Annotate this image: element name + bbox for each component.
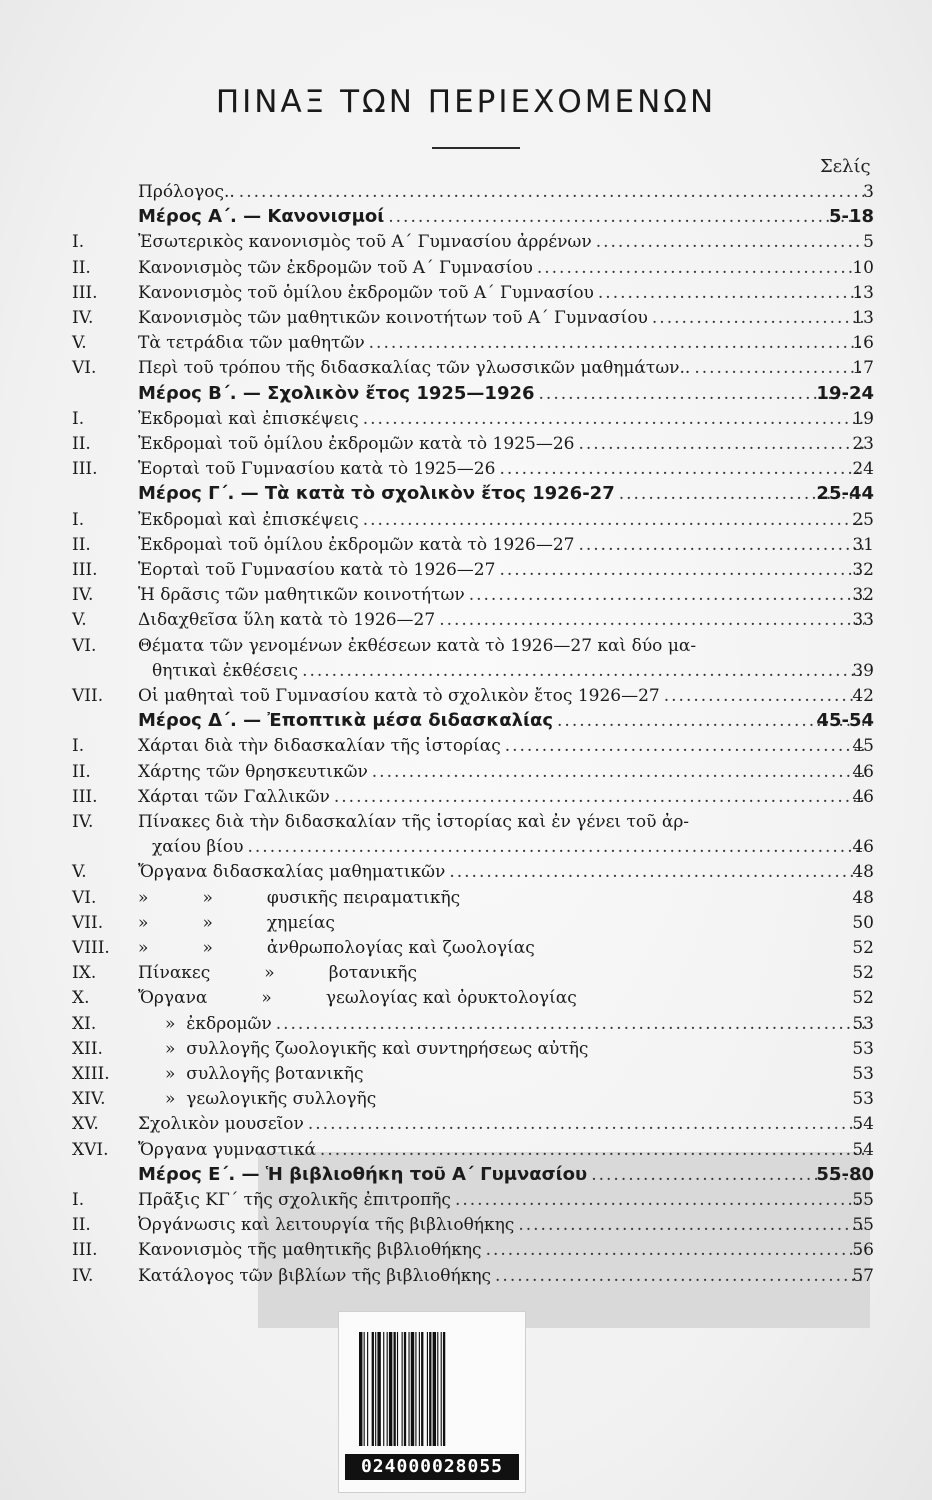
toc-entry-text-wrap [138, 356, 868, 380]
dot-leader [499, 457, 864, 481]
toc-entry-number: IV. [72, 812, 94, 832]
dot-leader [320, 1138, 864, 1162]
toc-entry-text-wrap [138, 583, 868, 607]
toc-part-heading [0, 1163, 932, 1187]
toc-entry-number: XII. [72, 1039, 103, 1059]
toc-entry-number: I. [72, 510, 85, 530]
toc-entry-text-wrap [138, 1188, 868, 1212]
toc-entry-page: 45 [852, 736, 874, 756]
toc-entry-number: I. [72, 232, 85, 252]
barcode-bar [372, 1332, 374, 1446]
toc-entry-text-wrap [138, 785, 868, 809]
toc-entry-title: Πρᾶξις ΚΓ΄ τῆς σχολικῆς ἐπιτροπῆς [138, 1190, 451, 1210]
toc-entry-text-wrap [138, 886, 868, 910]
toc-entry-title: Ἐκδρομαὶ καὶ ἐπισκέψεις [138, 409, 359, 429]
toc-entry-page: 54 [852, 1114, 874, 1134]
dot-leader [302, 659, 864, 683]
toc-entry-title: Πίνακες » βοτανικῆς [138, 963, 418, 983]
toc-entry-number: III. [72, 787, 98, 807]
barcode-bar [437, 1332, 438, 1446]
toc-entry-title: θητικαὶ ἐκθέσεις [152, 661, 299, 681]
page-column-label: Σελίς [820, 156, 871, 177]
toc-entry-number: III. [72, 560, 98, 580]
toc-entry [0, 356, 932, 380]
toc-entry-text-wrap [138, 634, 868, 658]
toc-entry-title: Πρόλογος.. [138, 182, 235, 202]
toc-entry-text-wrap [138, 1087, 868, 1111]
barcode-bar [433, 1332, 436, 1446]
toc-entry-page: 19 [852, 409, 874, 429]
toc-entry-title: Κανονισμὸς τῶν ἐκδρομῶν τοῦ Α΄ Γυμνασίου [138, 258, 533, 278]
dot-leader [455, 1188, 864, 1212]
toc-entry-page: 42 [852, 686, 874, 706]
toc-entry-page: 50 [852, 913, 874, 933]
toc-entry-page: 45-54 [816, 710, 874, 731]
toc-entry-page: 5 [863, 232, 874, 252]
barcode-bar [387, 1332, 388, 1446]
toc-entry [0, 659, 932, 683]
dot-leader [518, 1213, 864, 1237]
dot-leader [495, 1264, 864, 1288]
toc-entry-text-wrap [138, 1062, 868, 1086]
dot-leader [334, 785, 864, 809]
toc-entry-number: II. [72, 1215, 91, 1235]
toc-entry-number: IV. [72, 308, 94, 328]
toc-entry-number: III. [72, 1240, 98, 1260]
toc-entry-page: 25-44 [816, 483, 874, 504]
toc-entry [0, 1213, 932, 1237]
toc-entry-page: 46 [852, 762, 874, 782]
dot-leader [276, 1012, 864, 1036]
toc-entry-text-wrap [138, 1163, 868, 1187]
toc-entry-page: 53 [852, 1089, 874, 1109]
toc-entry [0, 634, 932, 658]
toc-entry-title: Οἱ μαθηταὶ τοῦ Γυμνασίου κατὰ τὸ σχολικὸν ἔτος 1926—27 [138, 686, 660, 706]
toc-entry-title: Ὄργανα γυμναστικά [138, 1140, 316, 1160]
toc-entry-text-wrap [138, 482, 868, 506]
toc-entry-page: 48 [852, 862, 874, 882]
toc-entry-title: » συλλογῆς ζωολογικῆς καὶ συντηρήσεως αὐτῆς [138, 1039, 589, 1059]
toc-entry-number: XVI. [72, 1140, 109, 1160]
toc-entry-page: 53 [852, 1014, 874, 1034]
toc-entry-page: 10 [852, 258, 874, 278]
toc-entry [0, 961, 932, 985]
toc-entry-page: 52 [852, 988, 874, 1008]
toc-entry-text-wrap [138, 608, 868, 632]
toc-entry-page: 13 [852, 308, 874, 328]
toc-entry-number: I. [72, 1190, 85, 1210]
dot-leader [247, 835, 864, 859]
toc-entry [0, 760, 932, 784]
toc-entry-title: Χάρται τῶν Γαλλικῶν [138, 787, 330, 807]
toc-entry-title: Χάρται διὰ τὴν διδασκαλίαν τῆς ἱστορίας [138, 736, 501, 756]
toc-entry [0, 583, 932, 607]
page-title: ΠΙΝΑΞ ΤΩΝ ΠΕΡΙΕΧΟΜΕΝΩΝ [215, 84, 717, 120]
toc-entry-number: II. [72, 258, 91, 278]
dot-leader [505, 734, 864, 758]
dot-leader [239, 180, 864, 204]
toc-entry-page: 32 [852, 560, 874, 580]
toc-entry-number: VII. [72, 686, 104, 706]
toc-entry-text-wrap [138, 860, 868, 884]
toc-entry-title: » γεωλογικῆς συλλογῆς [138, 1089, 377, 1109]
barcode-bar [402, 1332, 403, 1446]
toc-entry-page: 39 [852, 661, 874, 681]
dot-leader [469, 583, 864, 607]
toc-entry [0, 785, 932, 809]
toc-entry-title: Ἐκδρομαὶ καὶ ἐπισκέψεις [138, 510, 359, 530]
toc-entry [0, 558, 932, 582]
toc-entry [0, 911, 932, 935]
toc-entry-text-wrap [152, 835, 868, 859]
toc-entry-title: » » χημείας [138, 913, 335, 933]
toc-entry-number: II. [72, 434, 91, 454]
toc-entry-title: Πίνακες διὰ τὴν διδασκαλίαν τῆς ἱστορίας καὶ ἐν γένει τοῦ ἀρ- [138, 812, 690, 832]
toc-entry-title: » » φυσικῆς πειραματικῆς [138, 888, 461, 908]
barcode-bar [377, 1332, 380, 1446]
barcode-bar [429, 1332, 431, 1446]
toc-entry-page: 3 [863, 182, 874, 202]
barcode-bar [364, 1332, 365, 1446]
toc-entry [0, 230, 932, 254]
dot-leader [596, 230, 864, 254]
toc-entry-page: 54 [852, 1140, 874, 1160]
toc-entry-number: III. [72, 283, 98, 303]
toc-entry [0, 835, 932, 859]
toc-entry [0, 886, 932, 910]
toc-entry-text-wrap [138, 961, 868, 985]
toc-entry-number: IX. [72, 963, 97, 983]
toc-entry-text-wrap [152, 659, 868, 683]
toc-entry-text-wrap [138, 533, 868, 557]
toc-entry-page: 13 [852, 283, 874, 303]
dot-leader [499, 558, 864, 582]
toc-entry-text-wrap [138, 230, 868, 254]
toc-entry-title: Ἐσωτερικὸς κανονισμὸς τοῦ Α΄ Γυμνασίου ἀρρένων [138, 232, 592, 252]
toc-entry-number: II. [72, 762, 91, 782]
barcode-bar [397, 1332, 398, 1446]
toc-entry-title: Ἡ δρᾶσις τῶν μαθητικῶν κοινοτήτων [138, 585, 465, 605]
toc-entry-page: 24 [852, 459, 874, 479]
toc-entry-number: VI. [72, 636, 97, 656]
toc-entry-title: Τὰ τετράδια τῶν μαθητῶν [138, 333, 365, 353]
toc-entry-text-wrap [138, 911, 868, 935]
barcode-bar [375, 1332, 376, 1446]
toc-entry-text-wrap [138, 432, 868, 456]
toc-entry-page: 48 [852, 888, 874, 908]
toc-entry-title: Σχολικὸν μουσεῖον [138, 1114, 304, 1134]
barcode-bar [389, 1332, 392, 1446]
toc-entry [0, 331, 932, 355]
barcode-bar [383, 1332, 384, 1446]
toc-entry [0, 1188, 932, 1212]
toc-entry-text-wrap [138, 1037, 868, 1061]
toc-entry-title: Ὀργάνωσις καὶ λειτουργία τῆς βιβλιοθήκης [138, 1215, 515, 1235]
toc-entry-text-wrap [138, 205, 868, 229]
toc-entry-title: Κανονισμὸς τοῦ ὁμίλου ἐκδρομῶν τοῦ Α΄ Γυμνασίου [138, 283, 594, 303]
toc-entry-title: Περὶ τοῦ τρόπου τῆς διδασκαλίας τῶν γλωσσικῶν μαθημάτων.. [138, 358, 691, 378]
toc-entry-text-wrap [138, 684, 868, 708]
dot-leader [578, 533, 864, 557]
dot-leader [537, 256, 864, 280]
toc-entry-page: 5-18 [828, 206, 874, 227]
toc-entry-page: 55 [852, 1190, 874, 1210]
toc-entry-number: III. [72, 459, 98, 479]
barcode-bar [441, 1332, 442, 1446]
barcode-bar [419, 1332, 420, 1446]
toc-entry-text-wrap [138, 1012, 868, 1036]
toc-entry-text-wrap [138, 382, 868, 406]
toc-entry-page: 57 [852, 1266, 874, 1286]
toc-part-heading [0, 205, 932, 229]
toc-entry [0, 407, 932, 431]
toc-entry-page: 46 [852, 837, 874, 857]
toc-entry-title: Ἑορταὶ τοῦ Γυμνασίου κατὰ τὸ 1925—26 [138, 459, 496, 479]
toc-entry-page: 23 [852, 434, 874, 454]
barcode-bar [427, 1332, 428, 1446]
toc-entry-title: Κανονισμὸς τῶν μαθητικῶν κοινοτήτων τοῦ Α΄ Γυμνασίου [138, 308, 648, 328]
toc-entry-title: Ἐκδρομαὶ τοῦ ὁμίλου ἐκδρομῶν κατὰ τὸ 1925—26 [138, 434, 575, 454]
title-rule [432, 147, 520, 149]
dot-leader [372, 760, 864, 784]
toc-entry-page: 52 [852, 938, 874, 958]
dot-leader [369, 331, 864, 355]
toc-entry [0, 860, 932, 884]
toc-entry-page: 19-24 [816, 383, 874, 404]
barcode-bar [404, 1332, 406, 1446]
toc-entry-page: 17 [852, 358, 874, 378]
toc-entry-number: VI. [72, 888, 97, 908]
toc-entry-title: Μέρος Α΄. — Κανονισμοί [138, 206, 385, 227]
toc-entry [0, 1062, 932, 1086]
toc-entry-text-wrap [138, 1213, 868, 1237]
dot-leader [449, 860, 864, 884]
toc-entry-text-wrap [138, 457, 868, 481]
toc-entry [0, 1012, 932, 1036]
toc-entry-text-wrap [138, 180, 868, 204]
toc-entry [0, 306, 932, 330]
dot-leader [539, 382, 864, 406]
toc-entry-title: Μέρος Β΄. — Σχολικὸν ἔτος 1925—1926 [138, 383, 535, 404]
dot-leader [439, 608, 864, 632]
toc-entry [0, 986, 932, 1010]
toc-entry-title: » » ἀνθρωπολογίας καὶ ζωολογίας [138, 938, 535, 958]
toc-entry [0, 533, 932, 557]
barcode-bar [408, 1332, 409, 1446]
toc-entry-text-wrap [138, 407, 868, 431]
toc-part-heading [0, 382, 932, 406]
toc-entry [0, 810, 932, 834]
toc-entry-text-wrap [138, 508, 868, 532]
toc-entry-page: 52 [852, 963, 874, 983]
toc-entry-text-wrap [138, 709, 868, 733]
toc-entry-number: VIII. [72, 938, 110, 958]
toc-entry-title: Κανονισμὸς τῆς μαθητικῆς βιβλιοθήκης [138, 1240, 482, 1260]
toc-entry-page: 25 [852, 510, 874, 530]
toc-entry-text-wrap [138, 281, 868, 305]
toc-entry-page: 55-80 [816, 1164, 874, 1185]
toc-entry-page: 32 [852, 585, 874, 605]
dot-leader [308, 1112, 864, 1136]
toc-entry-title: Μέρος Ε΄. — Ἡ βιβλιοθήκη τοῦ Α΄ Γυμνασίου [138, 1164, 588, 1185]
toc-entry-number: XIII. [72, 1064, 110, 1084]
dot-leader [363, 508, 864, 532]
dot-leader [388, 205, 864, 229]
toc-entry-title: Χάρτης τῶν θρησκευτικῶν [138, 762, 368, 782]
toc-entry-page: 56 [852, 1240, 874, 1260]
toc-entry-number: XV. [72, 1114, 99, 1134]
toc-entry-text-wrap [138, 986, 868, 1010]
toc-entry [0, 684, 932, 708]
barcode-bar [394, 1332, 396, 1446]
toc-entry-text-wrap [138, 734, 868, 758]
toc-entry [0, 1238, 932, 1262]
dot-leader [363, 407, 864, 431]
toc-entry [0, 1264, 932, 1288]
toc-entry [0, 1112, 932, 1136]
toc-entry-title: Κατάλογος τῶν βιβλίων τῆς βιβλιοθήκης [138, 1266, 492, 1286]
toc-entry-text-wrap [138, 306, 868, 330]
toc-entry-title: Ἐκδρομαὶ τοῦ ὁμίλου ἐκδρομῶν κατὰ τὸ 1926—27 [138, 535, 575, 555]
toc-entry-number: IV. [72, 1266, 94, 1286]
toc-entry-title: χαίου βίου [152, 837, 244, 857]
toc-entry-text-wrap [138, 256, 868, 280]
toc-entry-number: I. [72, 736, 85, 756]
toc-part-heading [0, 482, 932, 506]
barcode-bar [359, 1332, 362, 1446]
toc-entry-number: V. [72, 862, 87, 882]
toc-entry-number: V. [72, 610, 87, 630]
toc-entry-title: Διδαχθεῖσα ὕλη κατὰ τὸ 1926—27 [138, 610, 436, 630]
toc-entry [0, 432, 932, 456]
toc-entry-page: 55 [852, 1215, 874, 1235]
toc-entry [0, 1138, 932, 1162]
barcode-number: 024000028055 [345, 1454, 519, 1480]
toc-part-heading [0, 709, 932, 733]
dot-leader [598, 281, 864, 305]
toc-entry-text-wrap [138, 1138, 868, 1162]
toc-entry-number: I. [72, 409, 85, 429]
toc-entry-number: II. [72, 535, 91, 555]
toc-entry [0, 734, 932, 758]
toc-entry [0, 1037, 932, 1061]
toc-entry [0, 1087, 932, 1111]
toc-entry-number: XIV. [72, 1089, 106, 1109]
toc-entry-page: 16 [852, 333, 874, 353]
toc-entry-page: 31 [852, 535, 874, 555]
toc-entry-title: » ἐκδρομῶν [138, 1014, 272, 1034]
toc-entry-page: 33 [852, 610, 874, 630]
toc-entry [0, 457, 932, 481]
barcode-bar [443, 1332, 445, 1446]
barcode-bar [411, 1332, 414, 1446]
toc-entry-text-wrap [138, 1112, 868, 1136]
toc-entry-title: Μέρος Γ΄. — Τὰ κατὰ τὸ σχολικὸν ἔτος 1926-27 [138, 483, 615, 504]
toc-entry-title: Ὄργανα » γεωλογίας καὶ ὀρυκτολογίας [138, 988, 577, 1008]
barcode-bar [367, 1332, 368, 1446]
toc-entry-number: VII. [72, 913, 104, 933]
toc-entry-text-wrap [138, 331, 868, 355]
barcode-label [338, 1311, 526, 1493]
toc-entry-number: IV. [72, 585, 94, 605]
toc-entry-page: 46 [852, 787, 874, 807]
dot-leader [486, 1238, 864, 1262]
toc-entry [0, 508, 932, 532]
barcode-bar [421, 1332, 423, 1446]
toc-entry-title: Μέρος Δ΄. — Ἐποπτικὰ μέσα διδασκαλίας [138, 710, 554, 731]
toc-entry [0, 180, 932, 204]
toc-entry-number: X. [72, 988, 90, 1008]
toc-entry-text-wrap [138, 1264, 868, 1288]
toc-entry-page: 53 [852, 1064, 874, 1084]
toc-entry-title: Θέματα τῶν γενομένων ἐκθέσεων κατὰ τὸ 1926—27 καὶ δύο μα- [138, 636, 697, 656]
toc-entry-number: VI. [72, 358, 97, 378]
toc-entry-text-wrap [138, 1238, 868, 1262]
toc-entry-title: Ἑορταὶ τοῦ Γυμνασίου κατὰ τὸ 1926—27 [138, 560, 496, 580]
toc-entry-page: 53 [852, 1039, 874, 1059]
dot-leader [578, 432, 864, 456]
dot-leader [652, 306, 864, 330]
barcode-bar [415, 1332, 416, 1446]
toc-entry [0, 608, 932, 632]
barcode-icon [357, 1332, 507, 1446]
toc-entry-text-wrap [138, 936, 868, 960]
toc-entry-title: Ὄργανα διδασκαλίας μαθηματικῶν [138, 862, 446, 882]
toc-entry-text-wrap [138, 760, 868, 784]
toc-entry [0, 281, 932, 305]
toc-entry-text-wrap [138, 558, 868, 582]
toc-entry [0, 256, 932, 280]
toc-entry-title: » συλλογῆς βοτανικῆς [138, 1064, 364, 1084]
toc-entry [0, 936, 932, 960]
toc-entry-text-wrap [138, 810, 868, 834]
toc-entry-number: V. [72, 333, 87, 353]
toc-entry-number: XI. [72, 1014, 97, 1034]
